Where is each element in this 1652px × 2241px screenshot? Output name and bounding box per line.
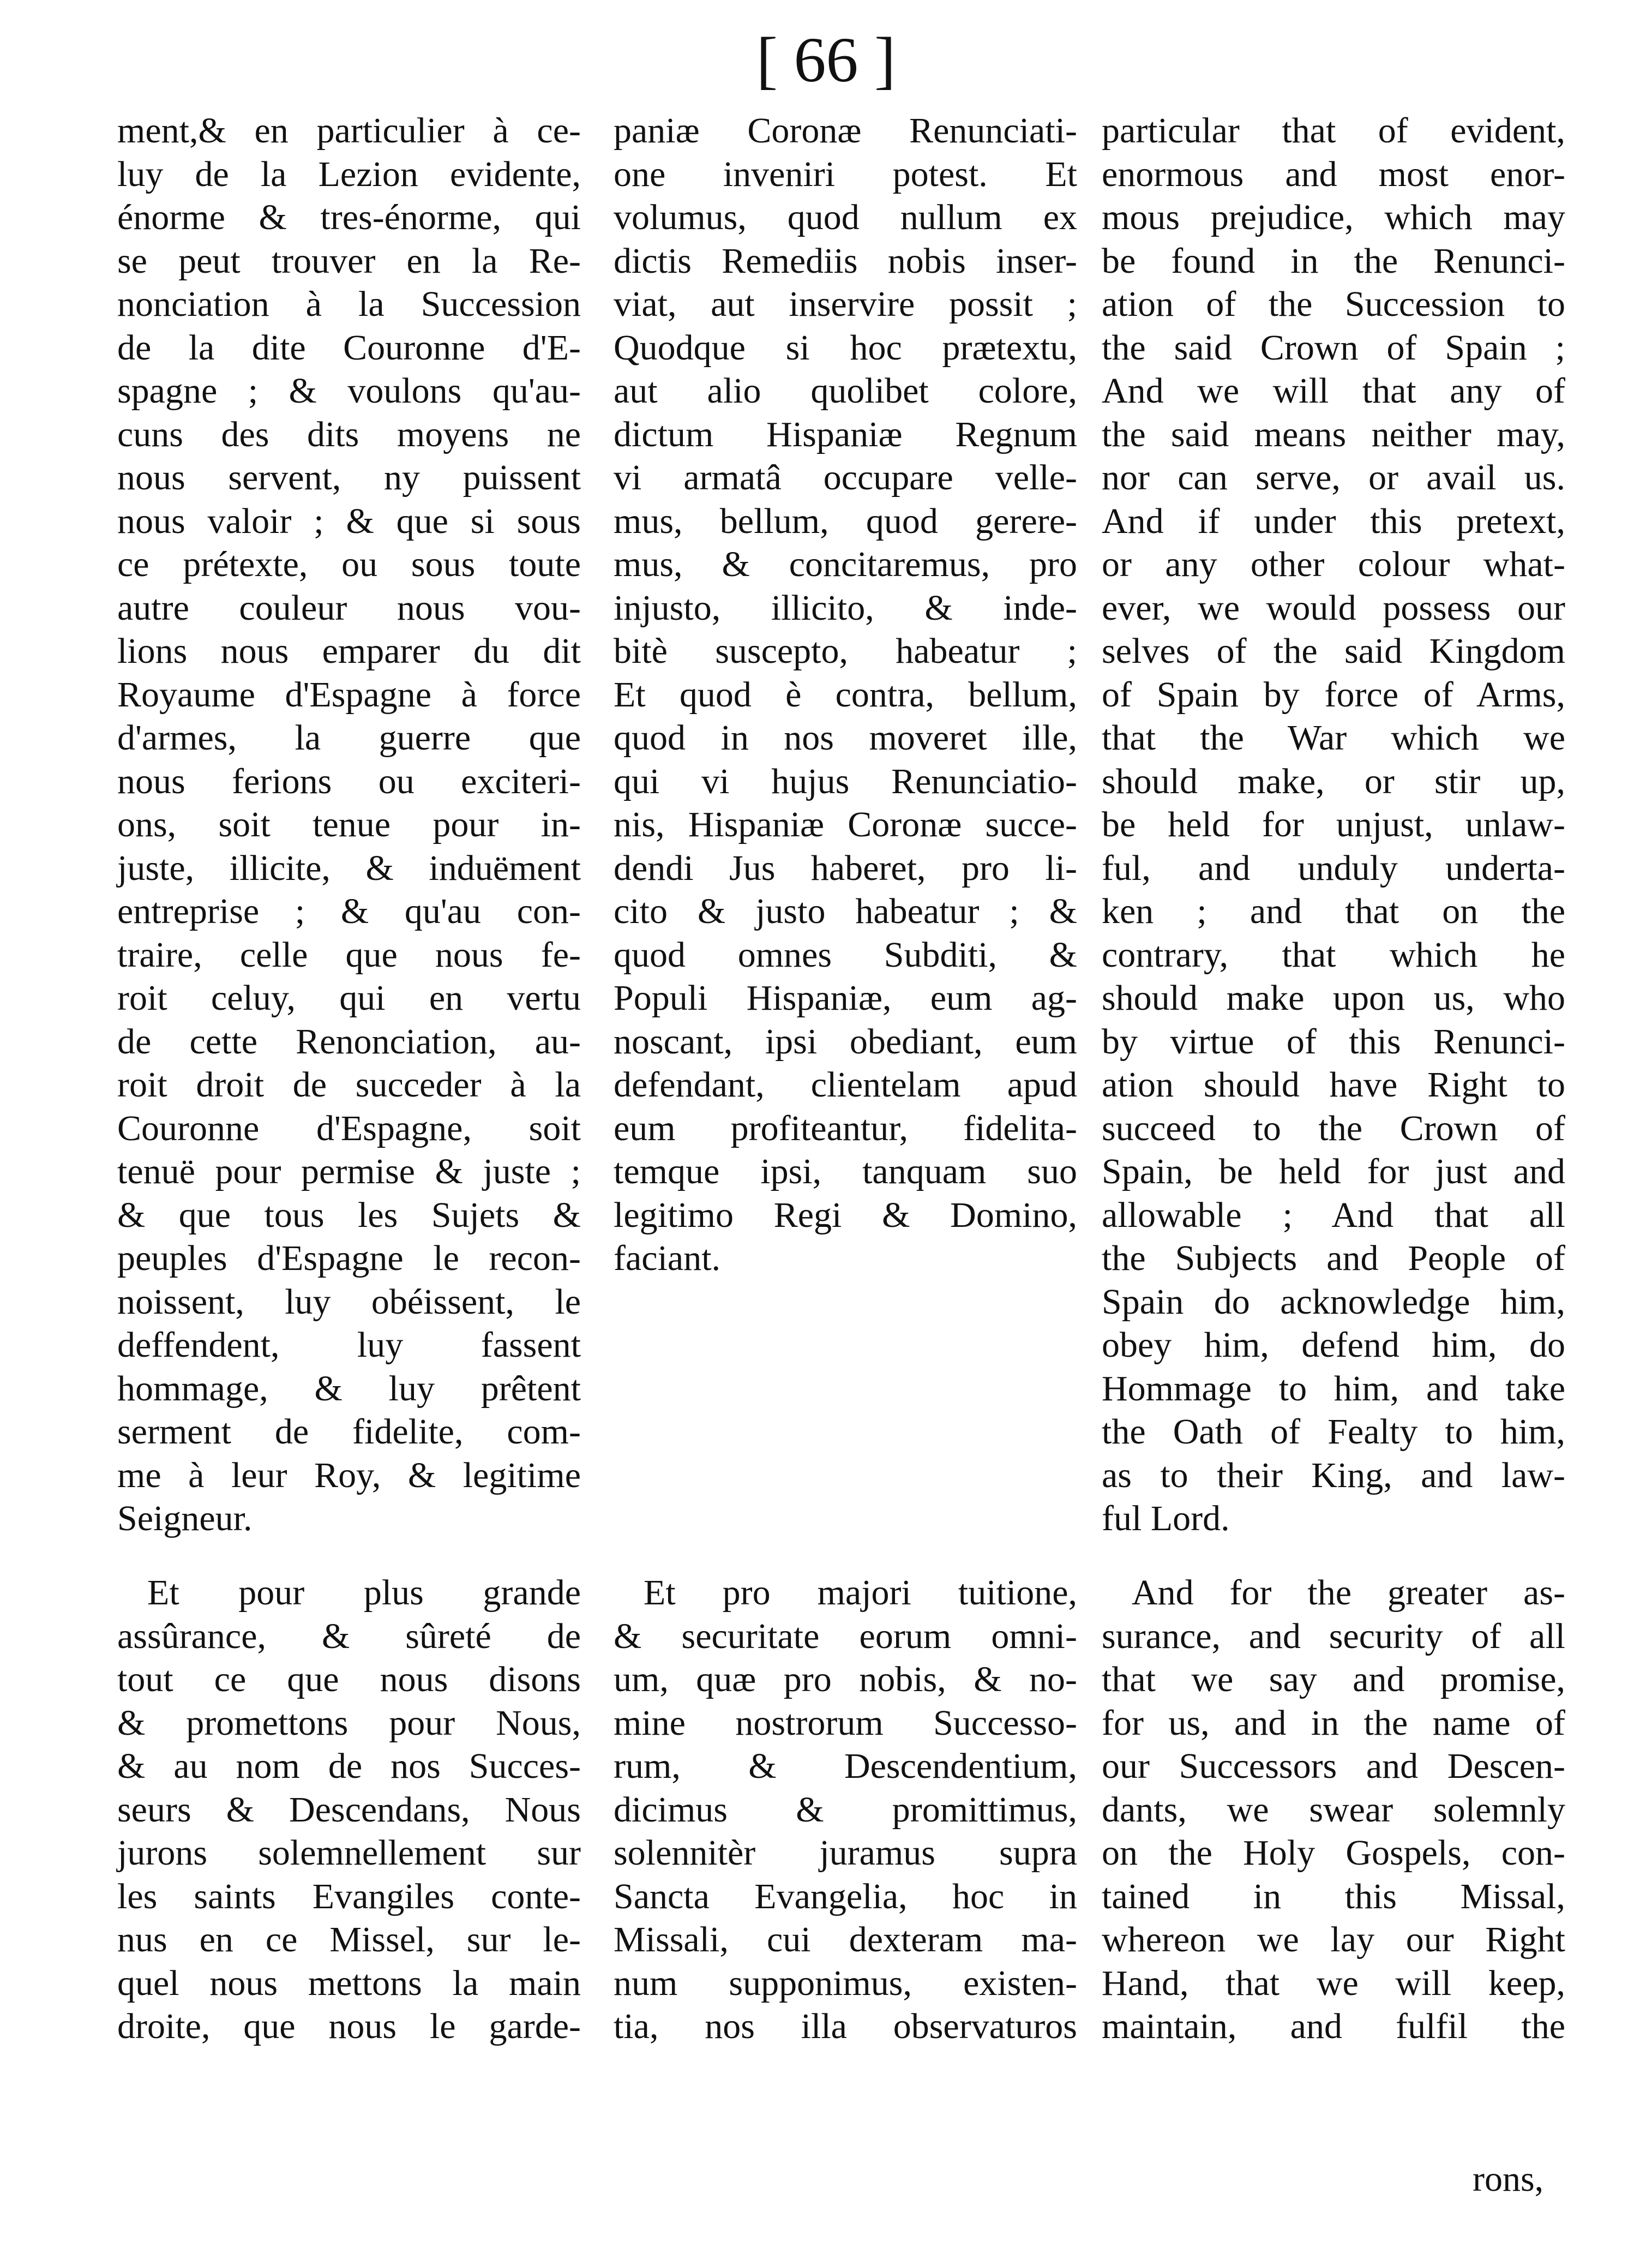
text-line: volumus, quod nullum ex <box>614 197 1077 237</box>
text-line: dants, we swear solemnly <box>1102 1789 1565 1830</box>
text-line: nous valoir ; & que si sous <box>117 501 581 541</box>
latin-paragraph-2 <box>614 1571 1077 2048</box>
text-line: rum, & Descendentium, <box>614 1746 1077 1786</box>
text-line: the said Crown of Spain ; <box>1102 327 1565 368</box>
text-line: that we say and promise, <box>1102 1659 1565 1699</box>
text-line: mous prejudice, which may <box>1102 197 1565 237</box>
text-line: nus en ce Missel, sur le- <box>117 1920 581 1960</box>
text-line: traire, celle que nous fe- <box>117 934 581 975</box>
text-line: should make, or stir up, <box>1102 761 1565 801</box>
text-line: Royaume d'Espagne à force <box>117 674 581 715</box>
text-line: temque ipsi, tanquam suo <box>614 1152 1077 1191</box>
text-line: deffendent, luy fassent <box>117 1325 581 1365</box>
text-line: legitimo Regi & Domino, <box>614 1195 1077 1235</box>
text-line: vi armatâ occupare velle- <box>614 458 1077 498</box>
text-line: of Spain by force of Arms, <box>1102 674 1565 715</box>
text-line: obey him, defend him, do <box>1102 1325 1565 1365</box>
text-line: the Subjects and People of <box>1102 1238 1565 1278</box>
text-line: d'armes, la guerre que <box>117 718 581 758</box>
english-paragraph-1 <box>1102 109 1565 1541</box>
french-paragraph-1 <box>117 109 581 1541</box>
text-line: faciant. <box>614 1238 721 1278</box>
text-line: be found in the Renunci- <box>1102 241 1565 281</box>
text-line: ons, soit tenue pour in- <box>117 805 581 844</box>
text-line: our Successors and Descen- <box>1102 1746 1565 1786</box>
page-number: [ 66 ] <box>756 24 896 95</box>
text-line: se peut trouver en la Re- <box>117 241 581 281</box>
text-line: spagne ; & voulons qu'au- <box>117 371 581 411</box>
text-line: paniæ Coronæ Renunciati- <box>614 111 1077 151</box>
text-line: serment de fidelite, com- <box>117 1412 581 1452</box>
text-line: hommage, & luy prêtent <box>117 1368 581 1409</box>
text-line: bitè suscepto, habeatur ; <box>614 631 1077 671</box>
text-line: viat, aut inservire possit ; <box>614 284 1077 324</box>
text-line: be held for unjust, unlaw- <box>1102 805 1565 844</box>
text-line: & au nom de nos Succes- <box>117 1746 581 1786</box>
text-line: & promettons pour Nous, <box>117 1703 581 1743</box>
text-line: Spain, be held for just and <box>1102 1152 1565 1191</box>
text-line: Couronne d'Espagne, soit <box>117 1108 581 1148</box>
text-line: seurs & Descendans, Nous <box>117 1789 581 1830</box>
text-line: droite, que nous le garde- <box>117 2006 581 2046</box>
text-line: de cette Renonciation, au- <box>117 1021 581 1062</box>
text-line: nis, Hispaniæ Coronæ succe- <box>614 805 1077 844</box>
english-paragraph-2 <box>1102 1571 1565 2048</box>
text-line: & que tous les Sujets & <box>117 1195 581 1235</box>
latin-paragraph-1 <box>614 109 1077 1280</box>
text-line: Et pour plus grande <box>147 1573 581 1613</box>
text-line: selves of the said Kingdom <box>1102 631 1565 671</box>
text-line: ation of the Succession to <box>1102 284 1565 324</box>
text-line: Populi Hispaniæ, eum ag- <box>614 978 1077 1018</box>
text-line: ment,& en particulier à ce- <box>117 111 581 151</box>
text-line: noscant, ipsi obediant, eum <box>614 1021 1077 1062</box>
text-line: ful Lord. <box>1102 1499 1230 1538</box>
text-line: one inveniri potest. Et <box>614 154 1077 194</box>
text-line: tenuë pour permise & juste ; <box>117 1152 581 1191</box>
text-line: succeed to the Crown of <box>1102 1108 1565 1148</box>
text-line: Et pro majori tuitione, <box>644 1573 1077 1613</box>
text-line: Sancta Evangelia, hoc in <box>614 1876 1077 1916</box>
text-line: um, quæ pro nobis, & no- <box>614 1659 1077 1699</box>
text-line: dictis Remediis nobis inser- <box>614 241 1077 281</box>
text-line: nous ferions ou exciteri- <box>117 761 581 801</box>
text-line: ever, we would possess our <box>1102 588 1565 628</box>
text-line: jurons solemnellement sur <box>117 1833 581 1873</box>
text-line: allowable ; And that all <box>1102 1195 1565 1235</box>
text-line: on the Holy Gospels, con- <box>1102 1833 1565 1873</box>
text-line: whereon we lay our Right <box>1102 1920 1565 1960</box>
text-line: nous servent, ny puissent <box>117 458 581 498</box>
text-line: cito & justo habeatur ; & <box>614 891 1077 931</box>
text-line: & securitate eorum omni- <box>614 1616 1077 1656</box>
text-line: Seigneur. <box>117 1499 253 1538</box>
text-line: ce prétexte, ou sous toute <box>117 544 581 584</box>
text-line: dictum Hispaniæ Regnum <box>614 414 1077 454</box>
text-line: should make upon us, who <box>1102 978 1565 1018</box>
text-line: nonciation à la Succession <box>117 284 581 324</box>
text-line: dicimus & promittimus, <box>614 1789 1077 1830</box>
text-line: mine nostrorum Successo- <box>614 1703 1077 1743</box>
text-line: ation should have Right to <box>1102 1065 1565 1105</box>
text-line: Hand, that we will keep, <box>1102 1963 1565 2003</box>
text-line: num supponimus, existen- <box>614 1963 1077 2003</box>
text-line: the said means neither may, <box>1102 414 1565 454</box>
catchword: rons, <box>1473 2159 1544 2199</box>
text-line: lions nous emparer du dit <box>117 631 581 671</box>
text-line: autre couleur nous vou- <box>117 588 581 628</box>
text-line: And if under this pretext, <box>1102 501 1565 541</box>
text-line: quel nous mettons la main <box>117 1963 581 2003</box>
text-line: roit celuy, qui en vertu <box>117 978 581 1018</box>
text-line: roit droit de succeder à la <box>117 1065 581 1105</box>
text-line: Hommage to him, and take <box>1102 1368 1565 1409</box>
text-line: juste, illicite, & induëment <box>117 848 581 888</box>
text-line: tout ce que nous disons <box>117 1659 581 1699</box>
text-line: defendant, clientelam apud <box>614 1065 1077 1105</box>
text-line: particular that of evident, <box>1102 111 1565 151</box>
text-line: the Oath of Fealty to him, <box>1102 1412 1565 1452</box>
text-line: surance, and security of all <box>1102 1616 1565 1656</box>
text-line: eum profiteantur, fidelita- <box>614 1108 1077 1148</box>
text-line: qui vi hujus Renunciatio- <box>614 761 1077 801</box>
text-line: aut alio quolibet colore, <box>614 371 1077 411</box>
text-line: cuns des dits moyens ne <box>117 414 581 454</box>
text-line: solennitèr juramus supra <box>614 1833 1077 1873</box>
text-line: énorme & tres-énorme, qui <box>117 197 581 237</box>
french-paragraph-2 <box>117 1571 581 2048</box>
text-line: me à leur Roy, & legitime <box>117 1455 581 1495</box>
text-line: nor can serve, or avail us. <box>1102 458 1565 498</box>
text-line: dendi Jus haberet, pro li- <box>614 848 1077 888</box>
text-line: that the War which we <box>1102 718 1565 758</box>
text-line: tia, nos illa observaturos <box>614 2006 1077 2046</box>
text-line: by virtue of this Renunci- <box>1102 1021 1565 1062</box>
text-line: tained in this Missal, <box>1102 1876 1565 1916</box>
text-line: luy de la Lezion evidente, <box>117 154 581 194</box>
text-line: for us, and in the name of <box>1102 1703 1565 1743</box>
text-line: quod omnes Subditi, & <box>614 934 1077 975</box>
text-line: And for the greater as- <box>1132 1573 1565 1613</box>
text-line: de la dite Couronne d'E- <box>117 327 581 368</box>
text-line: ken ; and that on the <box>1102 891 1565 931</box>
text-line: mus, & concitaremus, pro <box>614 544 1077 584</box>
text-line: mus, bellum, quod gerere- <box>614 501 1077 541</box>
text-line: quod in nos moveret ille, <box>614 718 1077 758</box>
text-line: noissent, luy obéissent, le <box>117 1281 581 1322</box>
text-line: Quodque si hoc prætextu, <box>614 327 1077 368</box>
text-line: or any other colour what- <box>1102 544 1565 584</box>
text-line: Missali, cui dexteram ma- <box>614 1920 1077 1960</box>
text-line: les saints Evangiles conte- <box>117 1876 581 1916</box>
text-line: contrary, that which he <box>1102 934 1565 975</box>
text-line: And we will that any of <box>1102 371 1565 411</box>
text-line: enormous and most enor- <box>1102 154 1565 194</box>
text-line: peuples d'Espagne le recon- <box>117 1238 581 1278</box>
text-line: Spain do acknowledge him, <box>1102 1281 1565 1322</box>
text-line: assûrance, & sûreté de <box>117 1616 581 1656</box>
text-line: Et quod è contra, bellum, <box>614 674 1077 715</box>
text-line: as to their King, and law- <box>1102 1455 1565 1495</box>
text-line: ful, and unduly underta- <box>1102 848 1565 888</box>
text-line: maintain, and fulfil the <box>1102 2006 1565 2046</box>
text-line: injusto, illicito, & inde- <box>614 588 1077 628</box>
text-line: entreprise ; & qu'au con- <box>117 891 581 931</box>
